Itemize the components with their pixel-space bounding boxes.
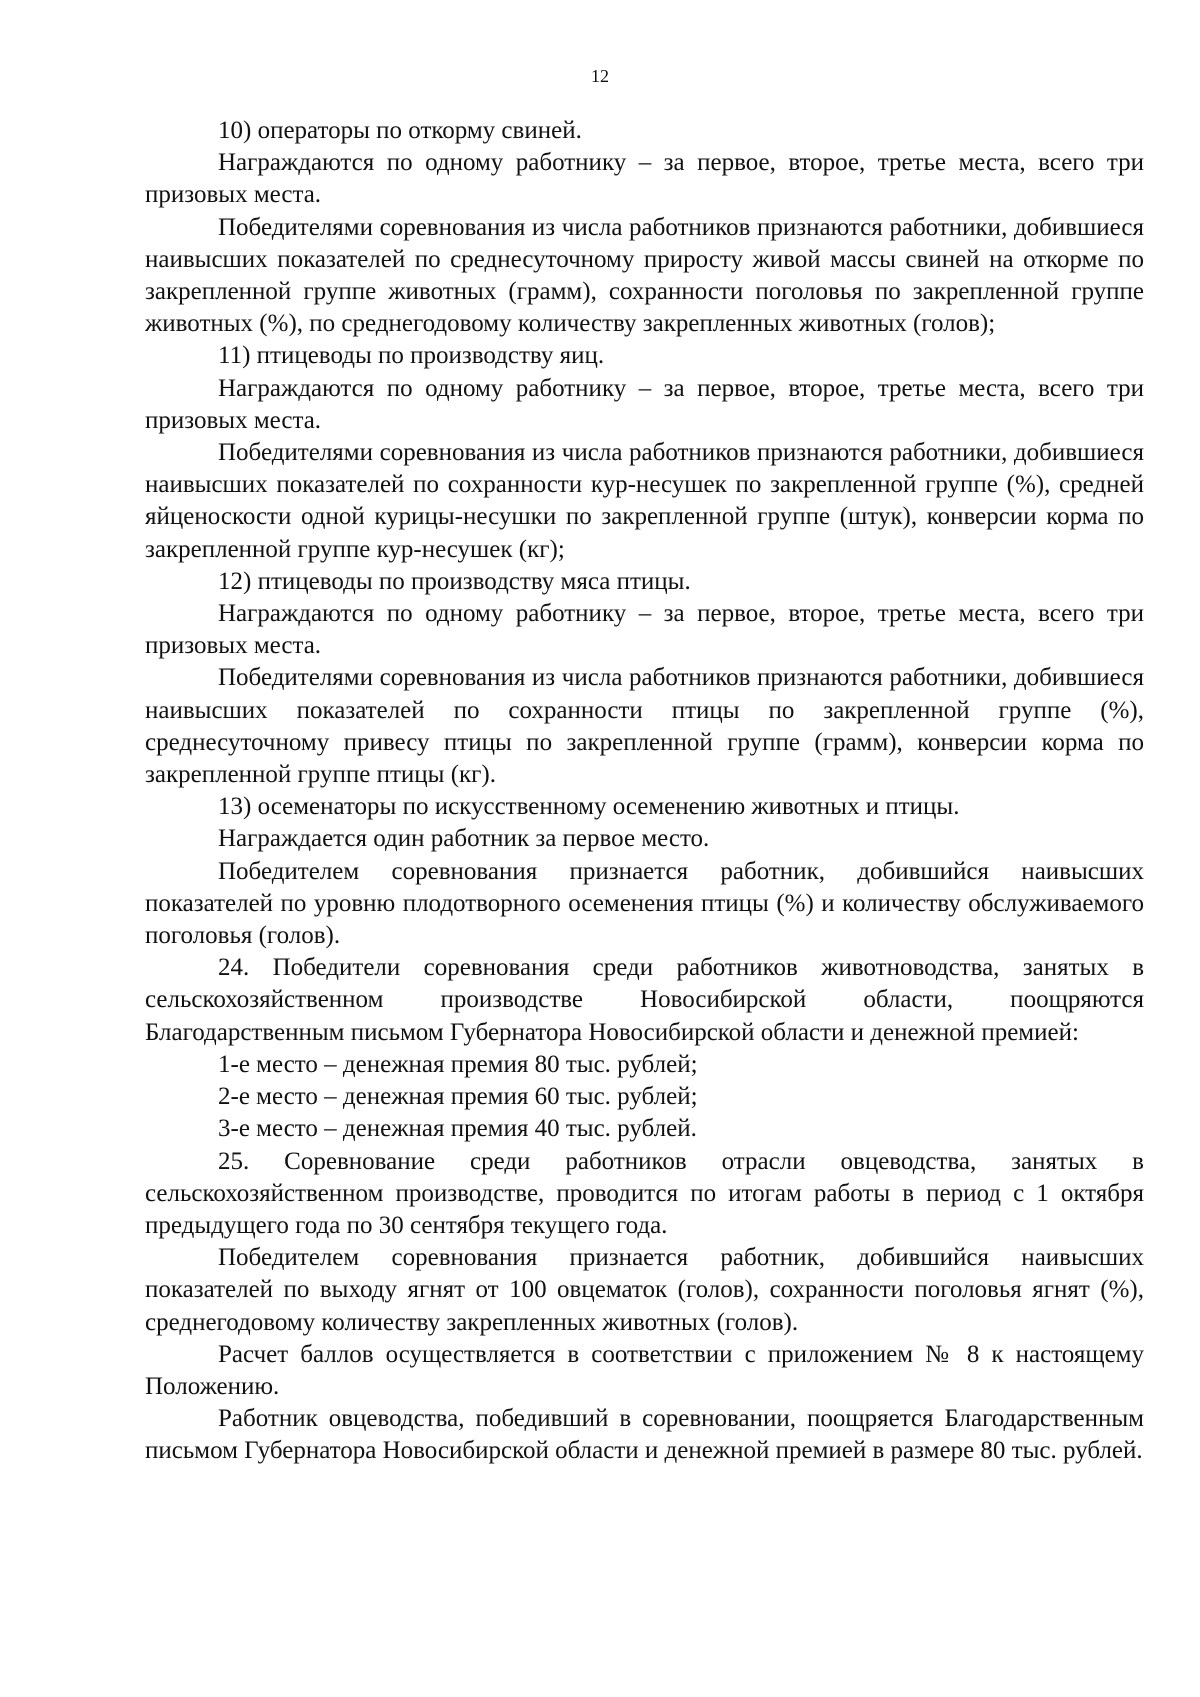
paragraph-item-10: 10) операторы по откорму свиней. xyxy=(218,117,582,144)
paragraph-item-13: 13) осеменаторы по искусственному осеменению животных и птицы. xyxy=(218,793,960,821)
paragraph-criteria-pig-operators: Победителями соревнования из числа работников признаются работники, добившиеся наивысших показателей по среднесуточному приросту живой массы свиней на откорме по закрепленной группе животных (грамм), сохранности поголовья по закрепленной группе животных (%), по среднегодовому количеству закрепленных животных (голов); xyxy=(145,213,1144,338)
paragraph-score-calculation: Расчет баллов осуществляется в соответствии с приложением № 8 к настоящему Положению. xyxy=(145,1340,1144,1400)
paragraph-criteria-sheep-breeding: Победителем соревнования признается работник, добившийся наивысших показателей по выходу ягнят от 100 овцематок (голов), сохранности поголовья ягнят (%), среднегодовому количеству закрепленных животных (голов). xyxy=(145,1244,1144,1336)
document-body xyxy=(145,115,1144,1468)
prize-first-place: 1-е место – денежная премия 80 тыс. рублей; xyxy=(218,1050,698,1078)
paragraph-award-inseminators: Награждается один работник за первое место. xyxy=(218,825,710,853)
paragraph-clause-24: 24. Победители соревнования среди работников животноводства, занятых в сельскохозяйственном производстве Новосибирской области, поощряются Благодарственным письмом Губернатора Новосибирской области и денежной премией: xyxy=(145,954,1144,1046)
paragraph-award-meat-poultry: Награждаются по одному работнику – за первое, второе, третье места, всего три призовых места. xyxy=(145,600,1144,660)
prize-second-place: 2-е место – денежная премия 60 тыс. рублей; xyxy=(218,1083,698,1111)
paragraph-criteria-meat-poultry: Победителями соревнования из числа работников признаются работники, добившиеся наивысших показателей по сохранности птицы по закрепленной группе (%), среднесуточному привесу птицы по закрепленной группе (грамм), конверсии корма по закрепленной группе птицы (кг). xyxy=(145,664,1144,789)
paragraph-award-pig-operators: Награждаются по одному работнику – за первое, второе, третье места, всего три призовых места. xyxy=(145,149,1144,209)
prize-third-place: 3-е место – денежная премия 40 тыс. рублей. xyxy=(218,1115,697,1143)
paragraph-item-11: 11) птицеводы по производству яиц. xyxy=(218,342,605,370)
paragraph-sheep-breeding-reward: Работник овцеводства, победивший в соревновании, поощряется Благодарственным письмом Губернатора Новосибирской области и денежной премией в размере 80 тыс. рублей. xyxy=(145,1405,1144,1465)
paragraph-award-egg-poultry: Награждаются по одному работнику – за первое, второе, третье места, всего три призовых места. xyxy=(145,374,1144,434)
page-number: 12 xyxy=(591,66,609,86)
paragraph-criteria-inseminators: Победителем соревнования признается работник, добившийся наивысших показателей по уровню плодотворного осеменения птицы (%) и количеству обслуживаемого поголовья (голов). xyxy=(145,857,1144,950)
paragraph-criteria-egg-poultry: Победителями соревнования из числа работников признаются работники, добившиеся наивысших показателей по сохранности кур-несушек по закрепленной группе (%), средней яйценоскости одной курицы-несушки по закрепленной группе (штук), конверсии корма по закрепленной группе кур-несушек (кг); xyxy=(145,439,1144,563)
paragraph-item-12: 12) птицеводы по производству мяса птицы. xyxy=(218,567,691,595)
paragraph-clause-25: 25. Соревнование среди работников отрасли овцеводства, занятых в сельскохозяйственном производстве, проводится по итогам работы в период с 1 октября предыдущего года по 30 сентября текущего года. xyxy=(145,1147,1144,1239)
